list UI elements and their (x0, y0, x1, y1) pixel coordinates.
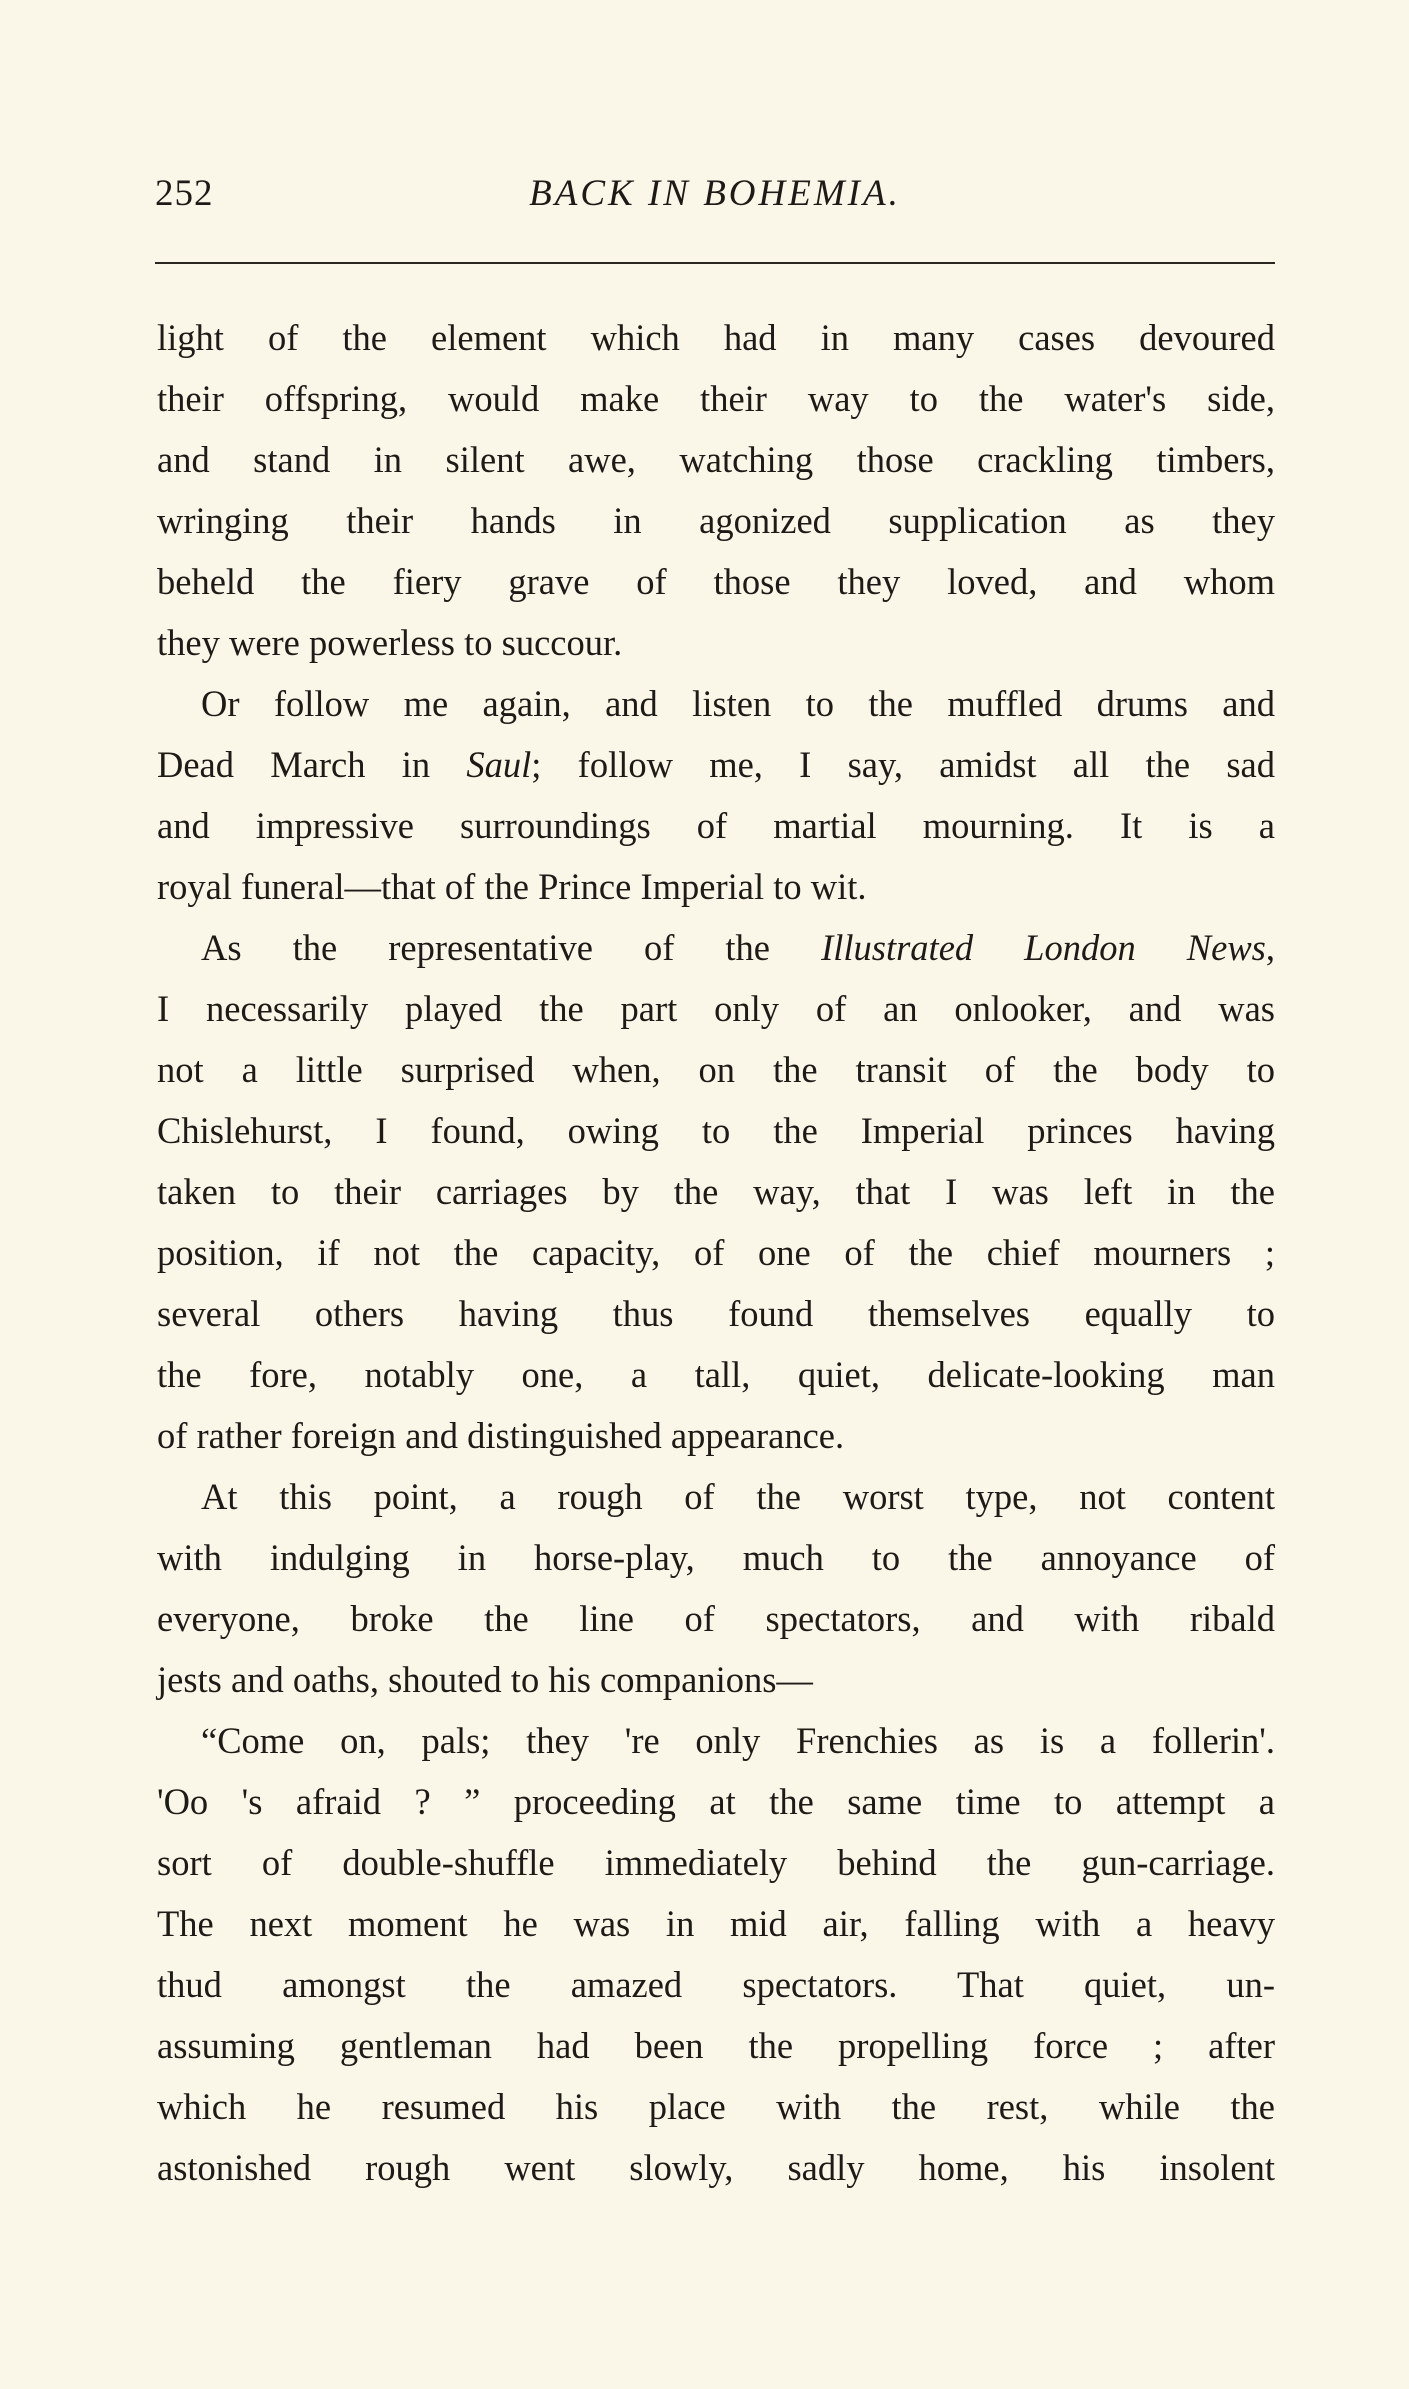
italic-title: Illustrated London News (821, 927, 1266, 968)
text-line: Dead March in Saul; follow me, I say, amidst all the sad (157, 744, 1275, 785)
page-header (155, 172, 1275, 232)
text-line: thud amongst the amazed spectators. That quiet, un- (157, 1964, 1275, 2005)
text-line: their offspring, would make their way to the water's side, (157, 378, 1275, 419)
text-line: Or follow me again, and listen to the muffled drums and (201, 683, 1275, 724)
text-line: astonished rough went slowly, sadly home, his insolent (157, 2147, 1275, 2188)
text-line: and impressive surroundings of martial mourning. It is a (157, 805, 1275, 846)
text-line: they were powerless to succour. (157, 622, 623, 663)
running-title: BACK IN BOHEMIA. (529, 173, 901, 214)
body-text (157, 307, 1275, 2198)
text-line: I necessarily played the part only of an onlooker, and was (157, 988, 1275, 1029)
text-line: several others having thus found themselves equally to (157, 1293, 1275, 1334)
text-line: the fore, notably one, a tall, quiet, delicate-looking man (157, 1354, 1275, 1395)
text-line: light of the element which had in many cases devoured (157, 317, 1275, 358)
text-line: royal funeral—that of the Prince Imperial to wit. (157, 866, 867, 907)
text-line: 'Oo 's afraid ? ” proceeding at the same time to attempt a (157, 1781, 1275, 1822)
text-line: beheld the fiery grave of those they loved, and whom (157, 561, 1275, 602)
header-rule (155, 262, 1275, 264)
text-line: everyone, broke the line of spectators, and with ribald (157, 1598, 1275, 1639)
text-line: which he resumed his place with the rest, while the (157, 2086, 1275, 2127)
text-line: and stand in silent awe, watching those crackling timbers, (157, 439, 1275, 480)
text-line: “Come on, pals; they 're only Frenchies as is a follerin'. (201, 1720, 1275, 1761)
text-line: jests and oaths, shouted to his companions— (157, 1659, 813, 1700)
text-line: sort of double-shuffle immediately behind the gun-carriage. (157, 1842, 1275, 1883)
italic-title: Saul (466, 744, 532, 785)
page-number: 252 (155, 173, 214, 214)
text-line: wringing their hands in agonized supplication as they (157, 500, 1275, 541)
text-line: assuming gentleman had been the propelling force ; after (157, 2025, 1275, 2066)
text-line: position, if not the capacity, of one of the chief mourners ; (157, 1232, 1275, 1273)
text-line: of rather foreign and distinguished appearance. (157, 1415, 845, 1456)
text-line: not a little surprised when, on the transit of the body to (157, 1049, 1275, 1090)
text-line: Chislehurst, I found, owing to the Imperial princes having (157, 1110, 1275, 1151)
text-line: with indulging in horse-play, much to the annoyance of (157, 1537, 1275, 1578)
text-line: The next moment he was in mid air, falling with a heavy (157, 1903, 1275, 1944)
text-line: As the representative of the Illustrated London News, (201, 927, 1275, 968)
text-line: taken to their carriages by the way, that I was left in the (157, 1171, 1275, 1212)
text-line: At this point, a rough of the worst type, not content (201, 1476, 1275, 1517)
